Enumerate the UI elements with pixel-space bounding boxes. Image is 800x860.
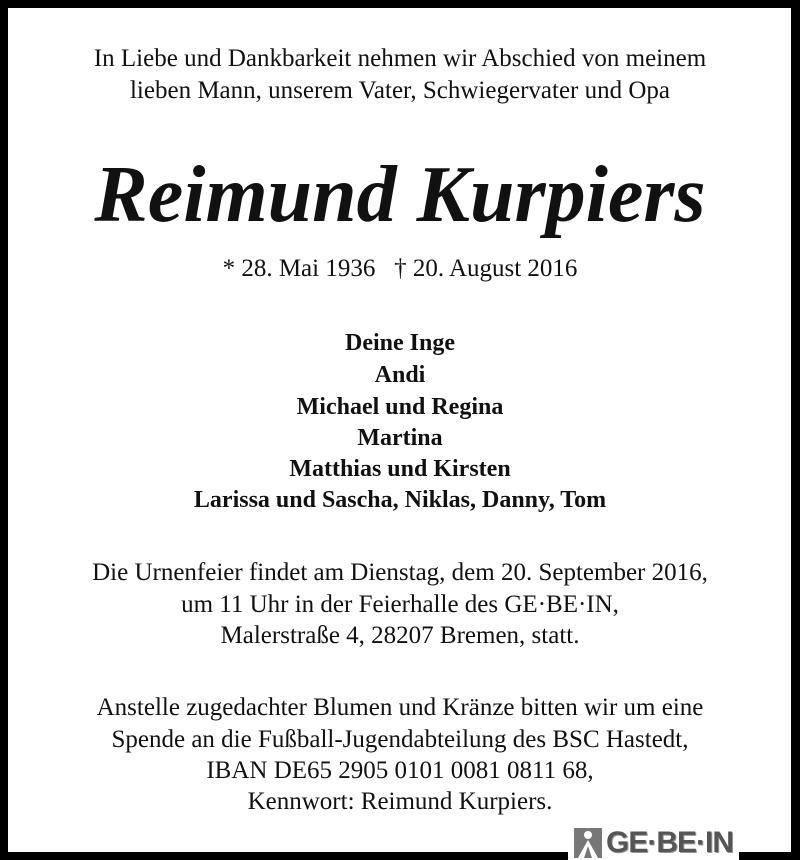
ceremony-line: Die Urnenfeier findet am Dienstag, dem 20. September 2016, — [92, 559, 708, 586]
mourner: Matthias und Kirsten — [289, 456, 511, 482]
gebein-logo-text: GE·BE·IN — [606, 826, 733, 859]
mourner: Deine Inge — [345, 330, 455, 356]
intro-line: lieben Mann, unserem Vater, Schwiegervater und Opa — [129, 77, 671, 104]
mourner: Michael und Regina — [296, 394, 504, 420]
donation-line: IBAN DE65 2905 0101 0081 0811 68, — [206, 757, 594, 784]
mourner: Andi — [374, 362, 426, 388]
donation-line: Spende an die Fußball-Jugendabteilung des BSC Hastedt, — [111, 726, 689, 753]
gebein-logo — [568, 826, 739, 860]
ceremony-line: Malerstraße 4, 28207 Bremen, statt. — [220, 622, 580, 649]
life-dates: * 28. Mai 1936 † 20. August 2016 — [222, 255, 578, 282]
deceased-name: Reimund Kurpiers — [94, 151, 706, 239]
donation-line: Anstelle zugedachter Blumen und Kränze bitten wir um eine — [96, 694, 704, 721]
gebein-logo-icon — [574, 828, 602, 858]
intro-line: In Liebe und Dankbarkeit nehmen wir Abschied von meinem — [93, 45, 707, 72]
ceremony-line: um 11 Uhr in der Feierhalle des GE·BE·IN, — [181, 591, 619, 618]
donation-line: Kennwort: Reimund Kurpiers. — [247, 788, 553, 815]
mourner: Larissa und Sascha, Niklas, Danny, Tom — [193, 487, 607, 513]
mourner: Martina — [357, 425, 443, 451]
